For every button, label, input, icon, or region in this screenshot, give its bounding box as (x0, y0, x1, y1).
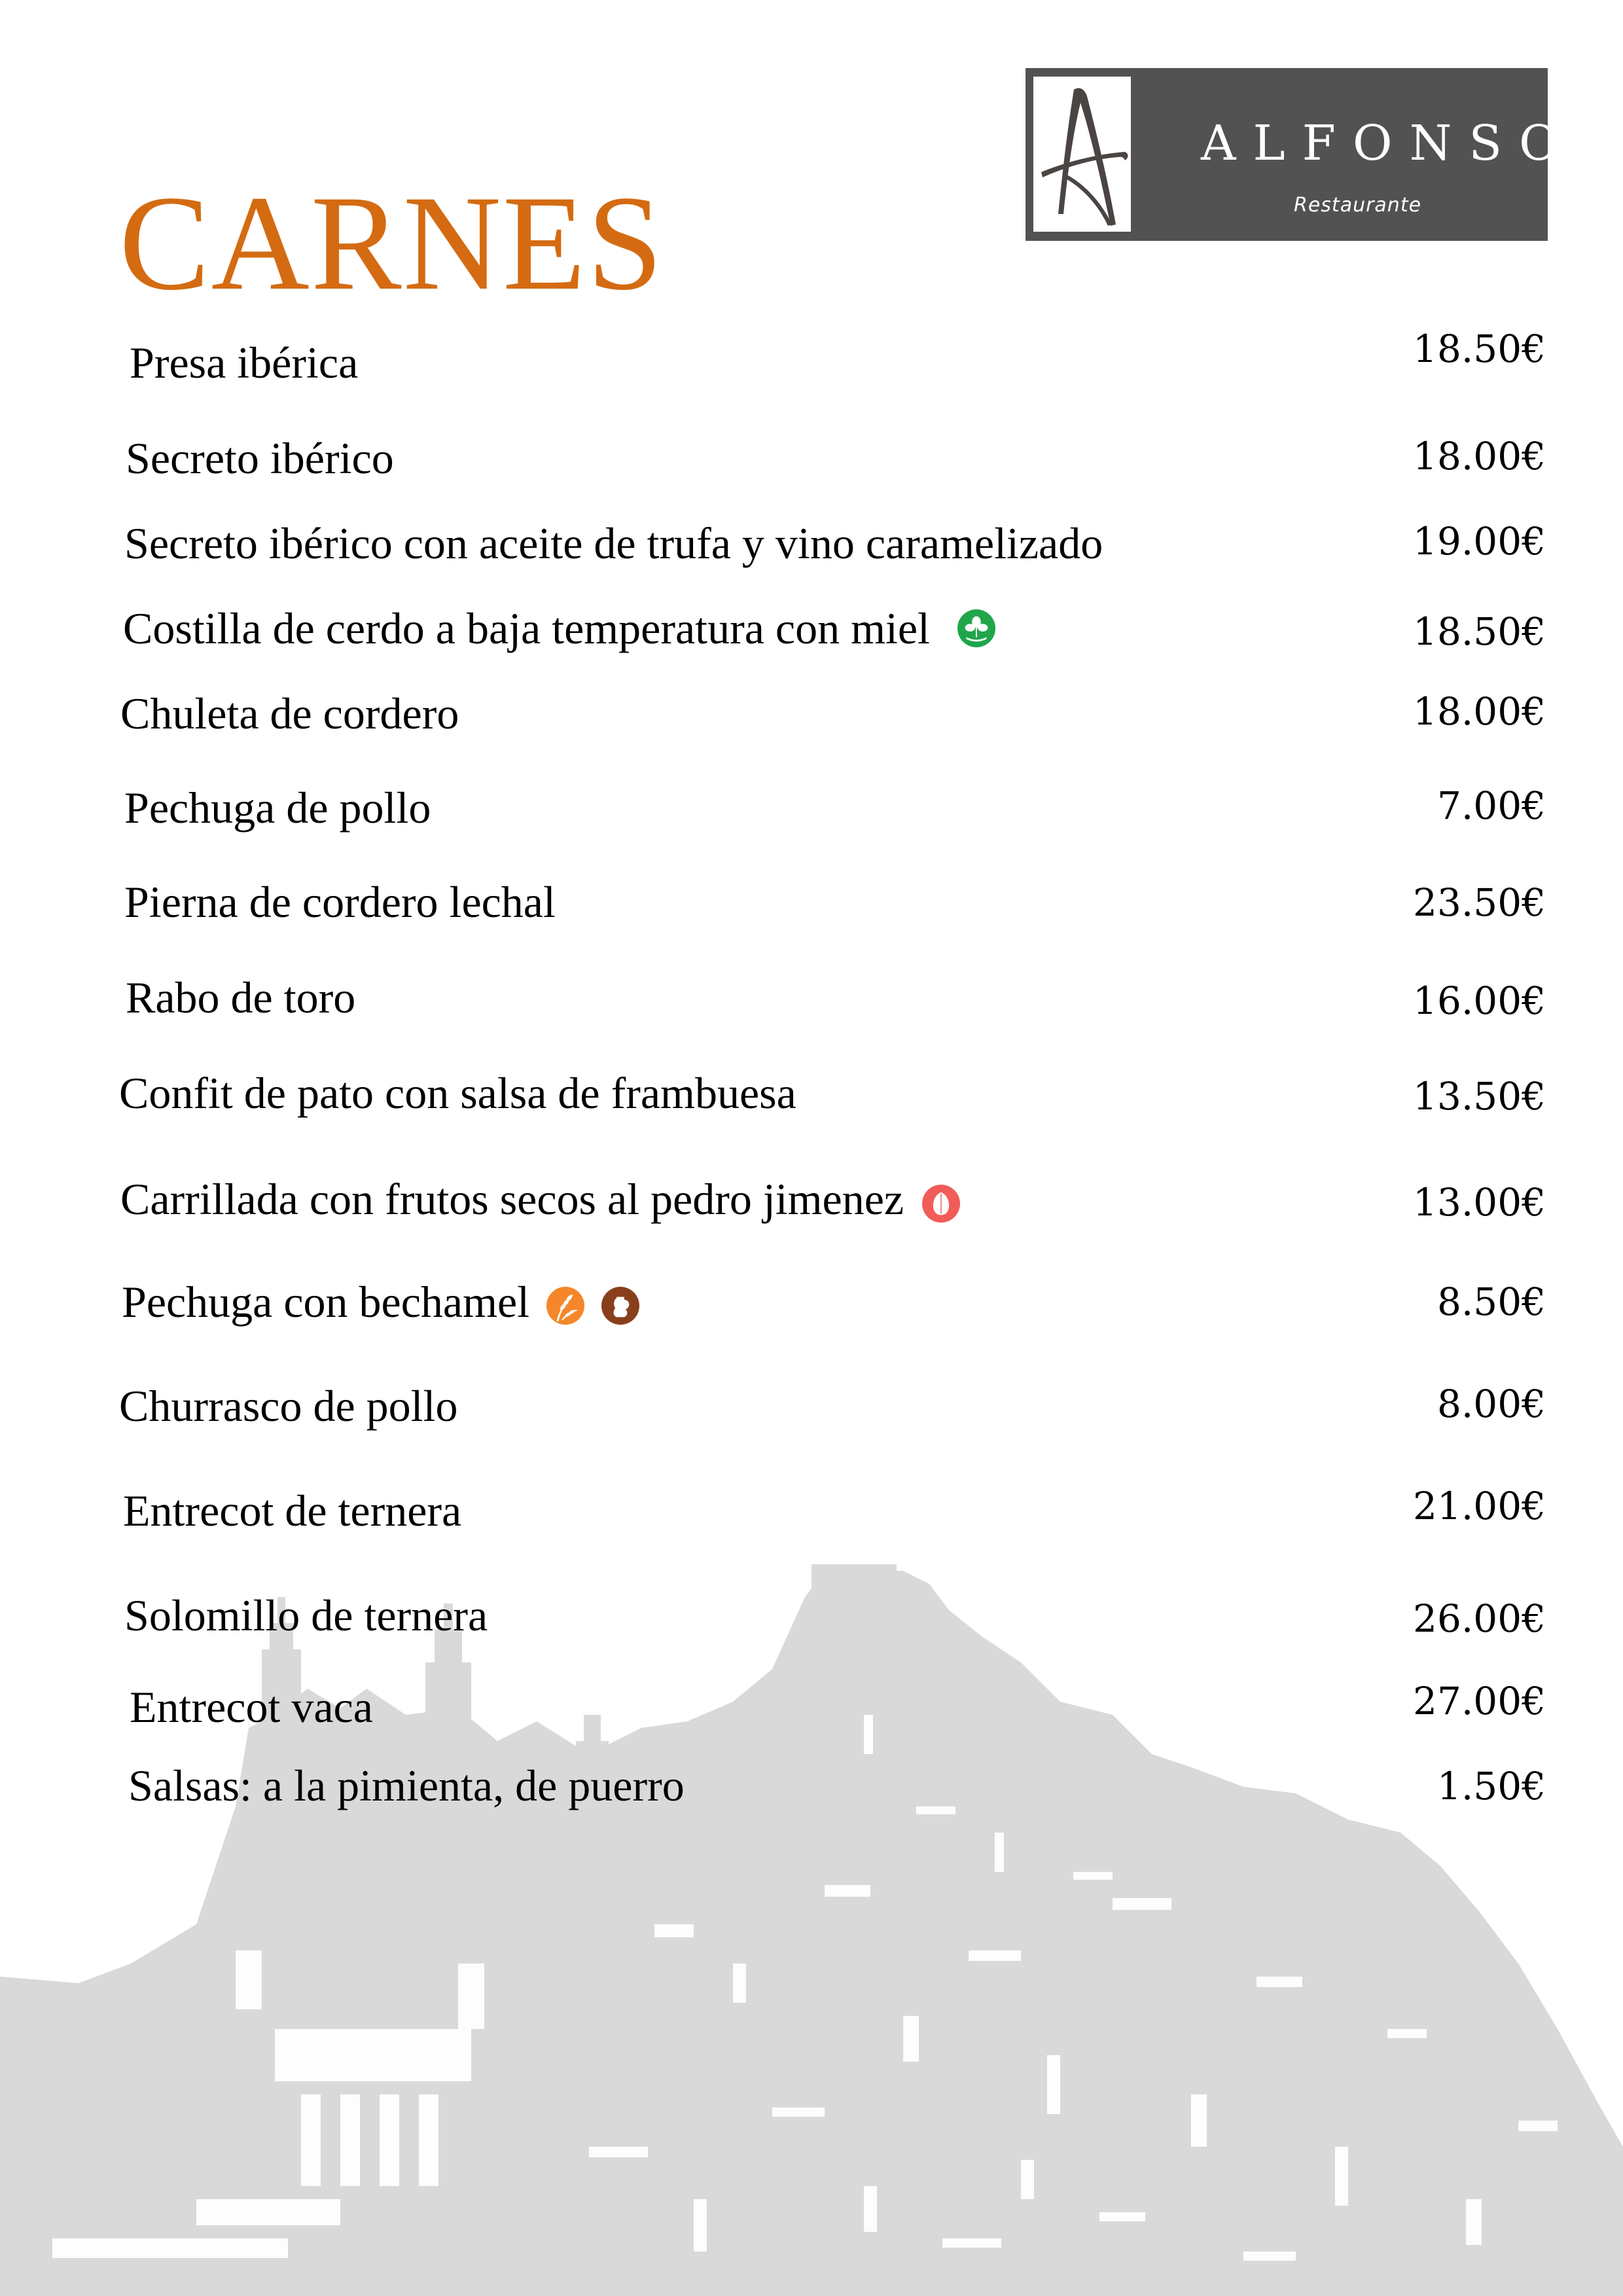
menu-item (0, 877, 1623, 939)
menu-item (0, 327, 1623, 399)
dish-name: Chuleta de cordero (120, 689, 459, 738)
menu-item (0, 785, 1623, 844)
dish-price: 19.00€ (1413, 519, 1546, 564)
dish-price: 23.50€ (1413, 880, 1546, 925)
menu-item (0, 518, 1623, 580)
menu-item (0, 1763, 1623, 1822)
dish-name: Pechuga con bechamel (122, 1277, 530, 1327)
dish-price: 21.00€ (1413, 1484, 1546, 1528)
logo-a-mark-icon (1033, 77, 1131, 232)
dish-price: 18.00€ (1413, 689, 1546, 734)
dish-name: Costilla de cerdo a baja temperatura con miel (123, 603, 930, 653)
nuts-icon (922, 1185, 960, 1223)
menu-item (0, 433, 1623, 495)
dish-price: 1.50€ (1436, 1764, 1546, 1808)
dish-name: Carrillada con frutos secos al pedro jimenez (120, 1174, 904, 1224)
restaurant-logo (1026, 68, 1576, 241)
dish-name: Churrasco de pollo (119, 1381, 458, 1431)
dish-name-with-allergens (120, 1175, 960, 1223)
dish-price: 13.00€ (1413, 1180, 1546, 1225)
dish-price: 18.50€ (1413, 327, 1546, 371)
dish-price: 27.00€ (1413, 1679, 1546, 1723)
page-title: CARNES (119, 168, 664, 319)
menu-item (0, 1590, 1623, 1652)
dish-name: Pechuga de pollo (124, 783, 431, 833)
dish-name: Rabo de toro (126, 973, 356, 1022)
menu-item (0, 1279, 1623, 1338)
menu-item (0, 1068, 1623, 1130)
menu-item (0, 975, 1623, 1034)
dish-name: Solomillo de ternera (124, 1590, 488, 1640)
dish-price: 18.50€ (1413, 609, 1546, 654)
dish-name: Entrecot de ternera (123, 1486, 462, 1535)
logo-name: ALFONSO (1201, 115, 1576, 171)
dairy-icon (601, 1287, 639, 1325)
dish-price: 8.50€ (1436, 1280, 1546, 1324)
dish-price: 8.00€ (1436, 1382, 1546, 1426)
dish-name: Secreto ibérico (126, 433, 394, 483)
dish-name: Pierna de cordero lechal (124, 877, 556, 927)
menu-item (0, 603, 1623, 665)
dish-price: 7.00€ (1436, 783, 1546, 828)
dish-name: Salsas: a la pimienta, de puerro (128, 1761, 685, 1810)
dish-name: Confit de pato con salsa de frambuesa (119, 1068, 796, 1118)
logo-subtitle: Restaurante (1294, 194, 1422, 217)
dish-price: 26.00€ (1413, 1596, 1546, 1641)
menu-item (0, 691, 1623, 750)
menu-item (0, 1381, 1623, 1443)
dish-name-with-allergens (123, 603, 995, 653)
menu-item (0, 1175, 1623, 1234)
dish-name: Entrecot vaca (130, 1682, 373, 1732)
menu-item (0, 1484, 1623, 1547)
dish-price: 13.50€ (1413, 1074, 1546, 1119)
soy-icon (957, 609, 995, 647)
dish-price: 18.00€ (1413, 434, 1546, 478)
menu-item (0, 1679, 1623, 1744)
dish-price: 16.00€ (1413, 978, 1546, 1023)
dish-name-with-allergens (122, 1279, 639, 1325)
cityscape-background-illustration (0, 1558, 1623, 2296)
dish-name: Presa ibérica (130, 338, 359, 387)
gluten-icon (546, 1287, 584, 1325)
dish-name: Secreto ibérico con aceite de trufa y vino caramelizado (124, 518, 1103, 568)
